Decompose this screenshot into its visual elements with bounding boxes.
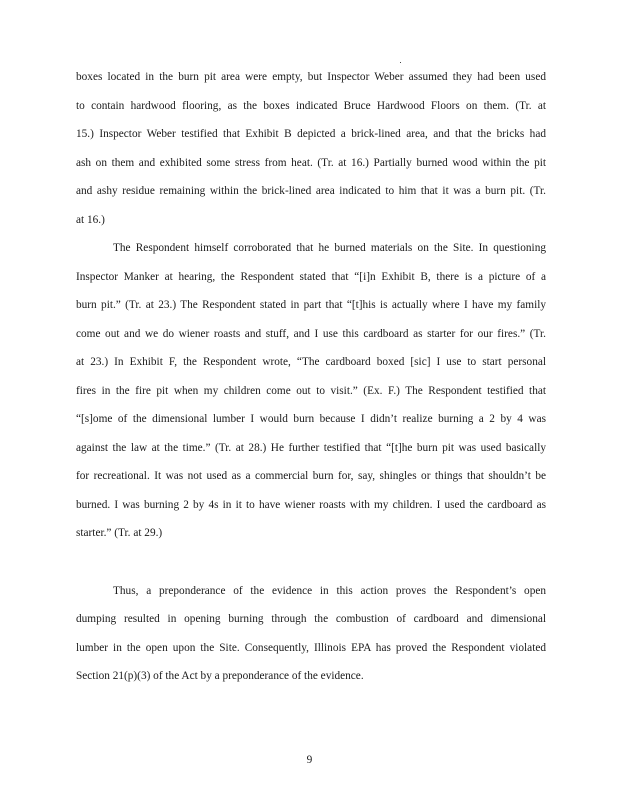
body-line: The Respondent himself corroborated that he burned materials on the Site. In questioning — [113, 242, 546, 254]
body-line: for recreational. It was not used as a commercial burn for, say, shingles or things that shouldn’t be — [76, 470, 546, 482]
body-line: Inspector Manker at hearing, the Respondent stated that “[i]n Exhibit B, there is a picture of a — [76, 271, 546, 283]
body-line: “[s]ome of the dimensional lumber I would burn because I didn’t realize burning a 2 by 4 was — [76, 413, 546, 425]
body-line: at 16.) — [76, 214, 105, 226]
body-line: burned. I was burning 2 by 4s in it to have wiener roasts with my children. I used the cardboard as — [76, 499, 546, 511]
body-line: burn pit.” (Tr. at 23.) The Respondent stated in part that “[t]his is actually where I have my family — [76, 299, 546, 311]
body-line: and ashy residue remaining within the brick-lined area indicated to him that it was a burn pit. (Tr. — [76, 185, 546, 197]
body-line: dumping resulted in opening burning through the combustion of cardboard and dimensional — [76, 613, 546, 625]
scan-speck — [400, 62, 401, 63]
body-line: to contain hardwood flooring, as the boxes indicated Bruce Hardwood Floors on them. (Tr. at — [76, 100, 546, 112]
body-line: boxes located in the burn pit area were empty, but Inspector Weber assumed they had been used — [76, 71, 546, 83]
body-line: fires in the fire pit when my children come out to visit.” (Ex. F.) The Respondent testified that — [76, 385, 546, 397]
body-line: 15.) Inspector Weber testified that Exhibit B depicted a brick-lined area, and that the bricks had — [76, 128, 546, 140]
body-line: at 23.) In Exhibit F, the Respondent wrote, “The cardboard boxed [sic] I use to start personal — [76, 356, 546, 368]
body-line: against the law at the time.” (Tr. at 28.) He further testified that “[t]he burn pit was used basically — [76, 442, 546, 454]
body-line: ash on them and exhibited some stress from heat. (Tr. at 16.) Partially burned wood within the pit — [76, 157, 546, 169]
body-line: Section 21(p)(3) of the Act by a preponderance of the evidence. — [76, 670, 364, 682]
body-line: starter.” (Tr. at 29.) — [76, 527, 163, 539]
body-line: Thus, a preponderance of the evidence in this action proves the Respondent’s open — [113, 585, 546, 597]
body-line: lumber in the open upon the Site. Consequently, Illinois EPA has proved the Respondent violated — [76, 642, 546, 654]
page-number: 9 — [306, 754, 313, 766]
body-line: come out and we do wiener roasts and stuff, and I use this cardboard as starter for our fires.” (Tr. — [76, 328, 546, 340]
